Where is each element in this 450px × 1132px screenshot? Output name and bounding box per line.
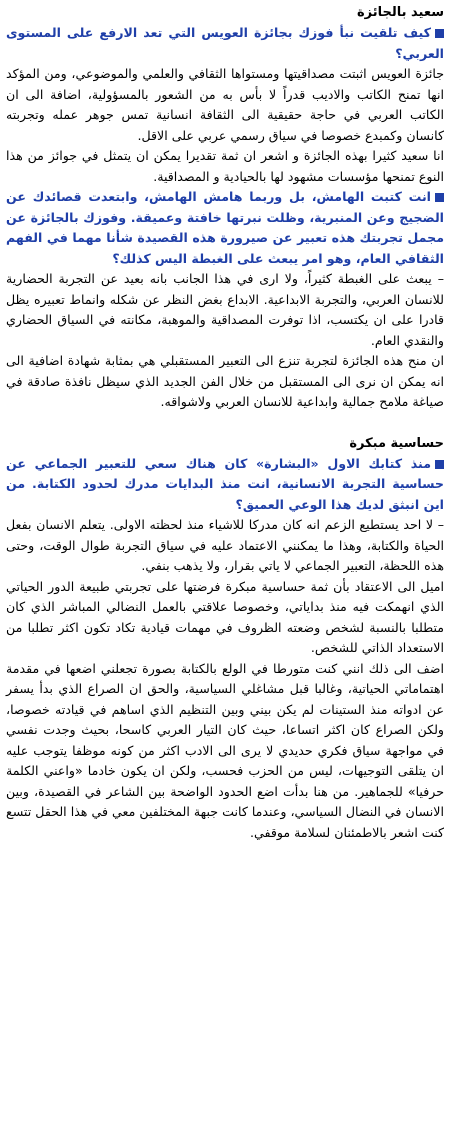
answer-3-paragraph-1: – لا احد يستطيع الزعم انه كان مدركا للاشياء منذ لحظته الاولى. يتعلم الانسان بفعل الحياة والكتابة، وهذا ما يمكنني الاعتماد عليه في سياق التجربة طوال الوقت، وحتى هذه اللحظة، التعبير الجماعي لا ياتي بقرار، ولا يذهب بنفي. bbox=[6, 517, 444, 573]
answer-3-paragraph-2: اميل الى الاعتقاد بأن ثمة حساسية مبكرة فرضتها على تجربتي طبيعة الدور الحياتي الذي انهمكت فيه منذ بداياتي، وخصوصا علاقتي بالعمل النضالي المباشر الذي كان متطلبا بالنسبة لشخص وضعته الظروف في مهمات قيادية تكاد تكون اكثر تطلبا من الاستعداد الذاتي للشخص. bbox=[6, 578, 444, 655]
question-2-text: انت كتبت الهامش، بل وربما هامش الهامش، وابتعدت قصائدك عن الضجيج وعن المنبرية، وظلت نبرتها خافتة وعميقة. وفوزك بالجائزة عن مجمل تجربتك هذه تعبير عن صيرورة هذه القصيدة شأنا مهما في الفهم الثقافي العام، وهو امر يبعث على الغبطة اليس كذلك؟ bbox=[6, 189, 444, 266]
question-bullet-icon bbox=[435, 460, 444, 469]
interview-question-2 bbox=[6, 187, 444, 269]
question-bullet-icon bbox=[435, 29, 444, 38]
interview-question-3 bbox=[6, 454, 444, 516]
section-divider-space bbox=[6, 413, 444, 433]
answer-1-paragraph-1: جائزة العويس اثبتت مصداقيتها ومستواها الثقافي والعلمي والموضوعي، ومن المؤكد انها تمنح الكاتب والاديب قدراً لا بأس به من الشعور بالمسؤولية، اضافة الى ان الكاتب العربي في حاجة حقيقية الى الثقافة انسانية تمس جوهر عمله وتجربته كانسان وكمبدع خصوصا في سياق رسمي عربي على الاقل. bbox=[6, 66, 444, 143]
answer-1-paragraph-2: انا سعيد كثيرا بهذه الجائزة و اشعر ان ثمة تقديرا يمكن ان يتمثل في جوائز من هذا النوع تمنحها مؤسسات مشهود لها بالحيادية و المصداقية. bbox=[6, 148, 444, 184]
section-heading-early-sensitivity: حساسية مبكرة bbox=[349, 435, 444, 451]
question-3-text: منذ كتابك الاول «البشارة» كان هناك سعي للتعبير الجماعي عن حساسية التجربة الانسانية، انت منذ البدايات مدرك لحدود الكتابة. من اين انبثق لديك هذا الوعي العميق؟ bbox=[6, 455, 444, 512]
question-1-text: كيف تلقيت نبأ فوزك بجائزة العويس التي تعد الارفع على المستوى العربي؟ bbox=[6, 25, 444, 61]
answer-2-paragraph-2: ان منح هذه الجائزة لتجربة تنزع الى التعبير المستقبلي هي بمثابة شهادة اضافية الى انه يمكن ان نرى الى المستقبل من خلال الفن الجديد الذي سيظل نافذة صادقة في صياغة ملامح جمالية وابداعية للانسان العربي ولاشواقه. bbox=[6, 353, 444, 409]
section-heading-prize: سعيد بالجائزة bbox=[356, 5, 444, 20]
answer-2-paragraph-1: – يبعث على الغبطة كثيراً، ولا ارى في هذا الجانب بانه بعيد عن التجربة الحضارية للانسان العربي، والتجربة الابداعية. الابداع بغض النظر عن شكله وانماط تعبيره يظل قادرا على ان يكتسب، اذا توفرت المصداقية والموهبة، مكانته في السياق الحضاري والنقدي العام. bbox=[6, 271, 444, 348]
interview-question-1 bbox=[6, 23, 444, 64]
question-bullet-icon bbox=[435, 193, 444, 202]
answer-3-paragraph-3: اضف الى ذلك انني كنت متورطا في الولع بالكتابة بصورة تجعلني اضعها في مقدمة اهتماماتي الحياتية، وغالبا قبل مشاغلي السياسية، والحق ان الصراع الذي بدأ يسفر عن ادواته منذ الستينات لم يكن بيني وبين التنظيم الذي اساهم في قيادته خصوصا، ولكن الصراع كان اكثر اتساعا، حيث كان التيار العربي كاسحا، بحيث وجدت نفسي في مواجهة سياق فكري حديدي لا يرى الى الادب اكثر من كونه موظفا يتوجب عليه ان يتلقى التوجيهات، ليس من الحزب فحسب، ولكن ان يكون خادما «واعني الكلمة حرفيا» للجماهير. من هنا بدأت اضع الحدود الواضحة بين الشاعر في القصيدة، وبين الانسان في النضال السياسي، وعندما كانت جبهة المختلفين معي في هذا الحقل تتسع كنت اشعر بالاطمئنان لسلامة موقفي. bbox=[6, 660, 444, 840]
